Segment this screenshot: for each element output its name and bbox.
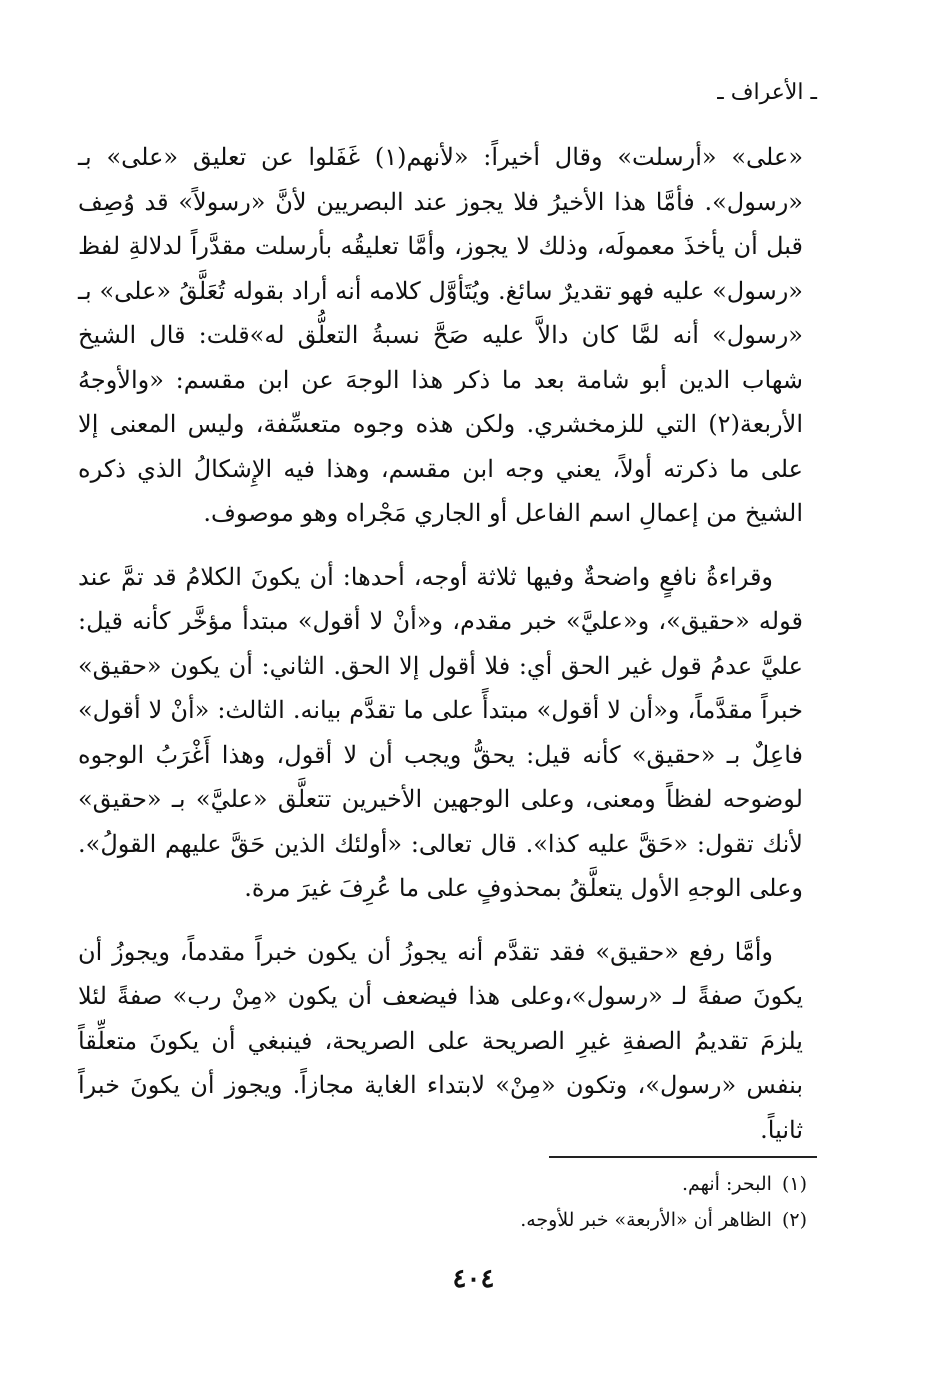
main-text (78, 135, 803, 1152)
footnote-2 (247, 1202, 807, 1238)
footnote-1 (247, 1166, 807, 1202)
page-number: ٤٠٤ (452, 1264, 495, 1294)
footnote-text: البحر: أنهم. (681, 1173, 772, 1195)
footnote-mark: (١) (781, 1173, 807, 1195)
footnotes (247, 1166, 807, 1238)
paragraph-3: وأمَّا رفع «حقيق» فقد تقدَّم أنه يجوزُ أن يكون خبراً مقدماً، ويجوزُ أن يكونَ صفةً لـ «رسول»،وعلى هذا فيضعف أن يكون «مِنْ رب» صفةً لئلا يلزمَ تقديمُ الصفةِ غيرِ الصريحة على الصريحة، فينبغي أن يكونَ متعلِّقاً بنفس «رسول»، وتكون «مِنْ» لابتداء الغاية مجازاً. ويجوز أن يكونَ خبراً ثانياً. (78, 937, 803, 1144)
footnote-mark: (٢) (781, 1209, 807, 1231)
running-head: ـ الأعراف ـ (717, 80, 817, 105)
footnote-text: الظاهر أن «الأربعة» خبر للأوجه. (520, 1209, 772, 1231)
footnote-divider (549, 1156, 817, 1158)
paragraph-2: وقراءةُ نافعٍ واضحةٌ وفيها ثلاثة أوجه، أحدها: أن يكونَ الكلامُ قد تمَّ عند قوله «حقيق»، و«عليَّ» خبر مقدم، و«أنْ لا أقول» مبتدأ مؤخَّر كأنه قيل: عليَّ عدمُ قول غير الحق أي: فلا أقول إلا الحق. الثاني: أن يكون «حقيق» خبراً مقدَّماً، و«أن لا أقول» مبتدأً على ما تقدَّم بيانه. الثالث: «أنْ لا أقول» فاعِلٌ بـ «حقيق» كأنه قيل: يحقُّ ويجب أن لا أقول، وهذا أَغْرَبُ الوجوه لوضوحه لفظاً ومعنى، وعلى الوجهين الأخيرين تتعلَّق «عليَّ» بـ «حقيق» لأنك تقول: «حَقَّ عليه كذا». قال تعالى: «أولئك الذين حَقَّ عليهم القولُ». وعلى الوجهِ الأول يتعلَّقُ بمحذوفٍ على ما عُرِفَ غيرَ مرة. (78, 562, 803, 902)
paragraph-1: «على» «أرسلت» وقال أخيراً: «لأنهم(١) غَفَلوا عن تعليق «على» بـ «رسول». فأمَّا هذا الأخيرُ فلا يجوز عند البصريين لأنَّ «رسولاً» قد وُصِف قبل أن يأخذَ معمولَه، وذلك لا يجوز، وأمَّا تعليقُه بأرسلت مقدَّراً لدلالةِ لفظ «رسول» عليه فهو تقديرٌ سائغ. ويُتَأوَّل كلامه أنه أراد بقوله تُعَلَّقُ «على» بـ «رسول» أنه لمَّا كان دالاَّ عليه صَحَّ نسبةُ التعلُّق له»قلت: قال الشيخ شهاب الدين أبو شامة بعد ما ذكر هذا الوجهَ عن ابن مقسم: «والأوجهُ الأربعة(٢) التي للزمخشري. ولكن هذه وجوه متعسِّفة، وليس المعنى إلا على ما ذكرته أولاً، يعني وجه ابن مقسم، وهذا فيه الإِشكالُ الذي ذكره الشيخ من إعمالِ اسم الفاعل أو الجاري مَجْراه وهو موصوف. (78, 143, 803, 527)
